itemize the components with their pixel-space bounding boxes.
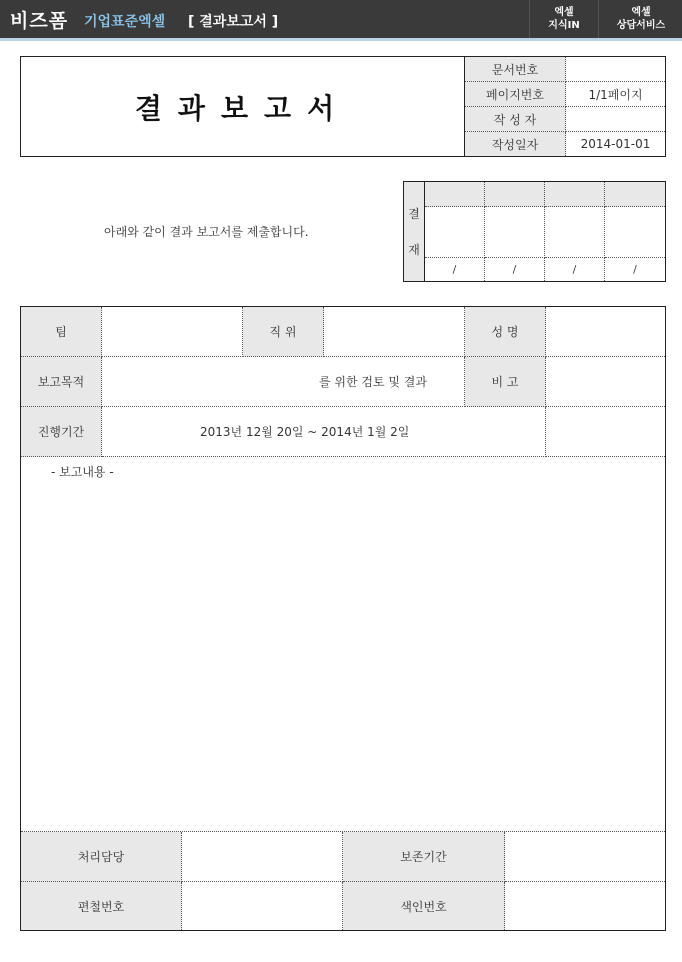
excel-consult-line1: 엑셀 [631, 7, 651, 18]
period-label: 진행기간 [21, 407, 102, 457]
doc-no-label: 문서번호 [465, 57, 566, 82]
approval-date-2[interactable]: / [485, 258, 545, 281]
approval-header-2[interactable] [485, 182, 545, 207]
page-no-value[interactable]: 1/1페이지 [566, 82, 665, 107]
note-value[interactable] [546, 357, 665, 407]
approval-label [404, 182, 425, 281]
period-extra[interactable] [546, 407, 665, 457]
excel-knowledge-line2: 지식IN [548, 20, 580, 31]
approval-sign-3[interactable] [545, 207, 605, 258]
team-label: 팀 [21, 307, 102, 357]
period-value[interactable]: 2013년 12월 20일 ~ 2014년 1월 2일 [102, 407, 546, 457]
file-no-label: 편철번호 [21, 882, 182, 930]
doc-no-value[interactable] [566, 57, 665, 82]
handler-value[interactable] [182, 832, 343, 882]
date-label: 작성일자 [465, 132, 566, 156]
approval-label-top: 결 [408, 207, 420, 222]
excel-knowledge-button[interactable] [529, 0, 598, 38]
report-body [20, 306, 666, 931]
approval-date-1[interactable]: / [425, 258, 485, 281]
index-no-label: 색인번호 [343, 882, 505, 930]
approval-header-3[interactable] [545, 182, 605, 207]
brand-label: 기업표준엑셀 [84, 14, 166, 30]
retention-value[interactable] [505, 832, 665, 882]
purpose-value[interactable]: 를 위한 검토 및 결과 [102, 357, 465, 407]
top-bar [0, 0, 682, 41]
author-value[interactable] [566, 107, 665, 132]
purpose-label: 보고목적 [21, 357, 102, 407]
excel-knowledge-line1: 엑셀 [554, 7, 574, 18]
approval-date-4[interactable]: / [633, 263, 637, 276]
approval-sign-2[interactable] [485, 207, 545, 258]
document-type-title: [ 결과보고서 ] [188, 14, 279, 30]
position-value[interactable] [324, 307, 465, 357]
intro-text: 아래와 같이 결과 보고서를 제출합니다. [104, 225, 309, 239]
excel-consult-button[interactable] [598, 0, 682, 38]
approval-sign-4[interactable] [605, 207, 665, 258]
title-block [20, 56, 666, 157]
approval-block [403, 181, 666, 282]
approval-sign-1[interactable] [425, 207, 485, 258]
team-value[interactable] [102, 307, 243, 357]
excel-consult-line2: 상담서비스 [616, 20, 666, 31]
name-label: 성 명 [465, 307, 546, 357]
bizform-logo: 비즈폼 [10, 10, 69, 32]
position-label: 직 위 [243, 307, 324, 357]
note-label: 비 고 [465, 357, 546, 407]
approval-label-bottom: 재 [408, 242, 420, 257]
report-content-label: - 보고내용 - [51, 465, 114, 479]
handler-label: 처리담당 [21, 832, 182, 882]
document-title: 결과보고서 [21, 57, 465, 157]
date-value[interactable]: 2014-01-01 [580, 137, 651, 151]
retention-label: 보존기간 [343, 832, 505, 882]
approval-header-4[interactable] [605, 182, 665, 207]
report-content-area[interactable] [21, 457, 665, 832]
index-no-value[interactable] [505, 882, 665, 930]
author-label: 작 성 자 [465, 107, 566, 132]
file-no-value[interactable] [182, 882, 343, 930]
name-value[interactable] [546, 307, 665, 357]
approval-header-1[interactable] [425, 182, 485, 207]
approval-date-3[interactable]: / [545, 258, 605, 281]
page-no-label: 페이지번호 [465, 82, 566, 107]
